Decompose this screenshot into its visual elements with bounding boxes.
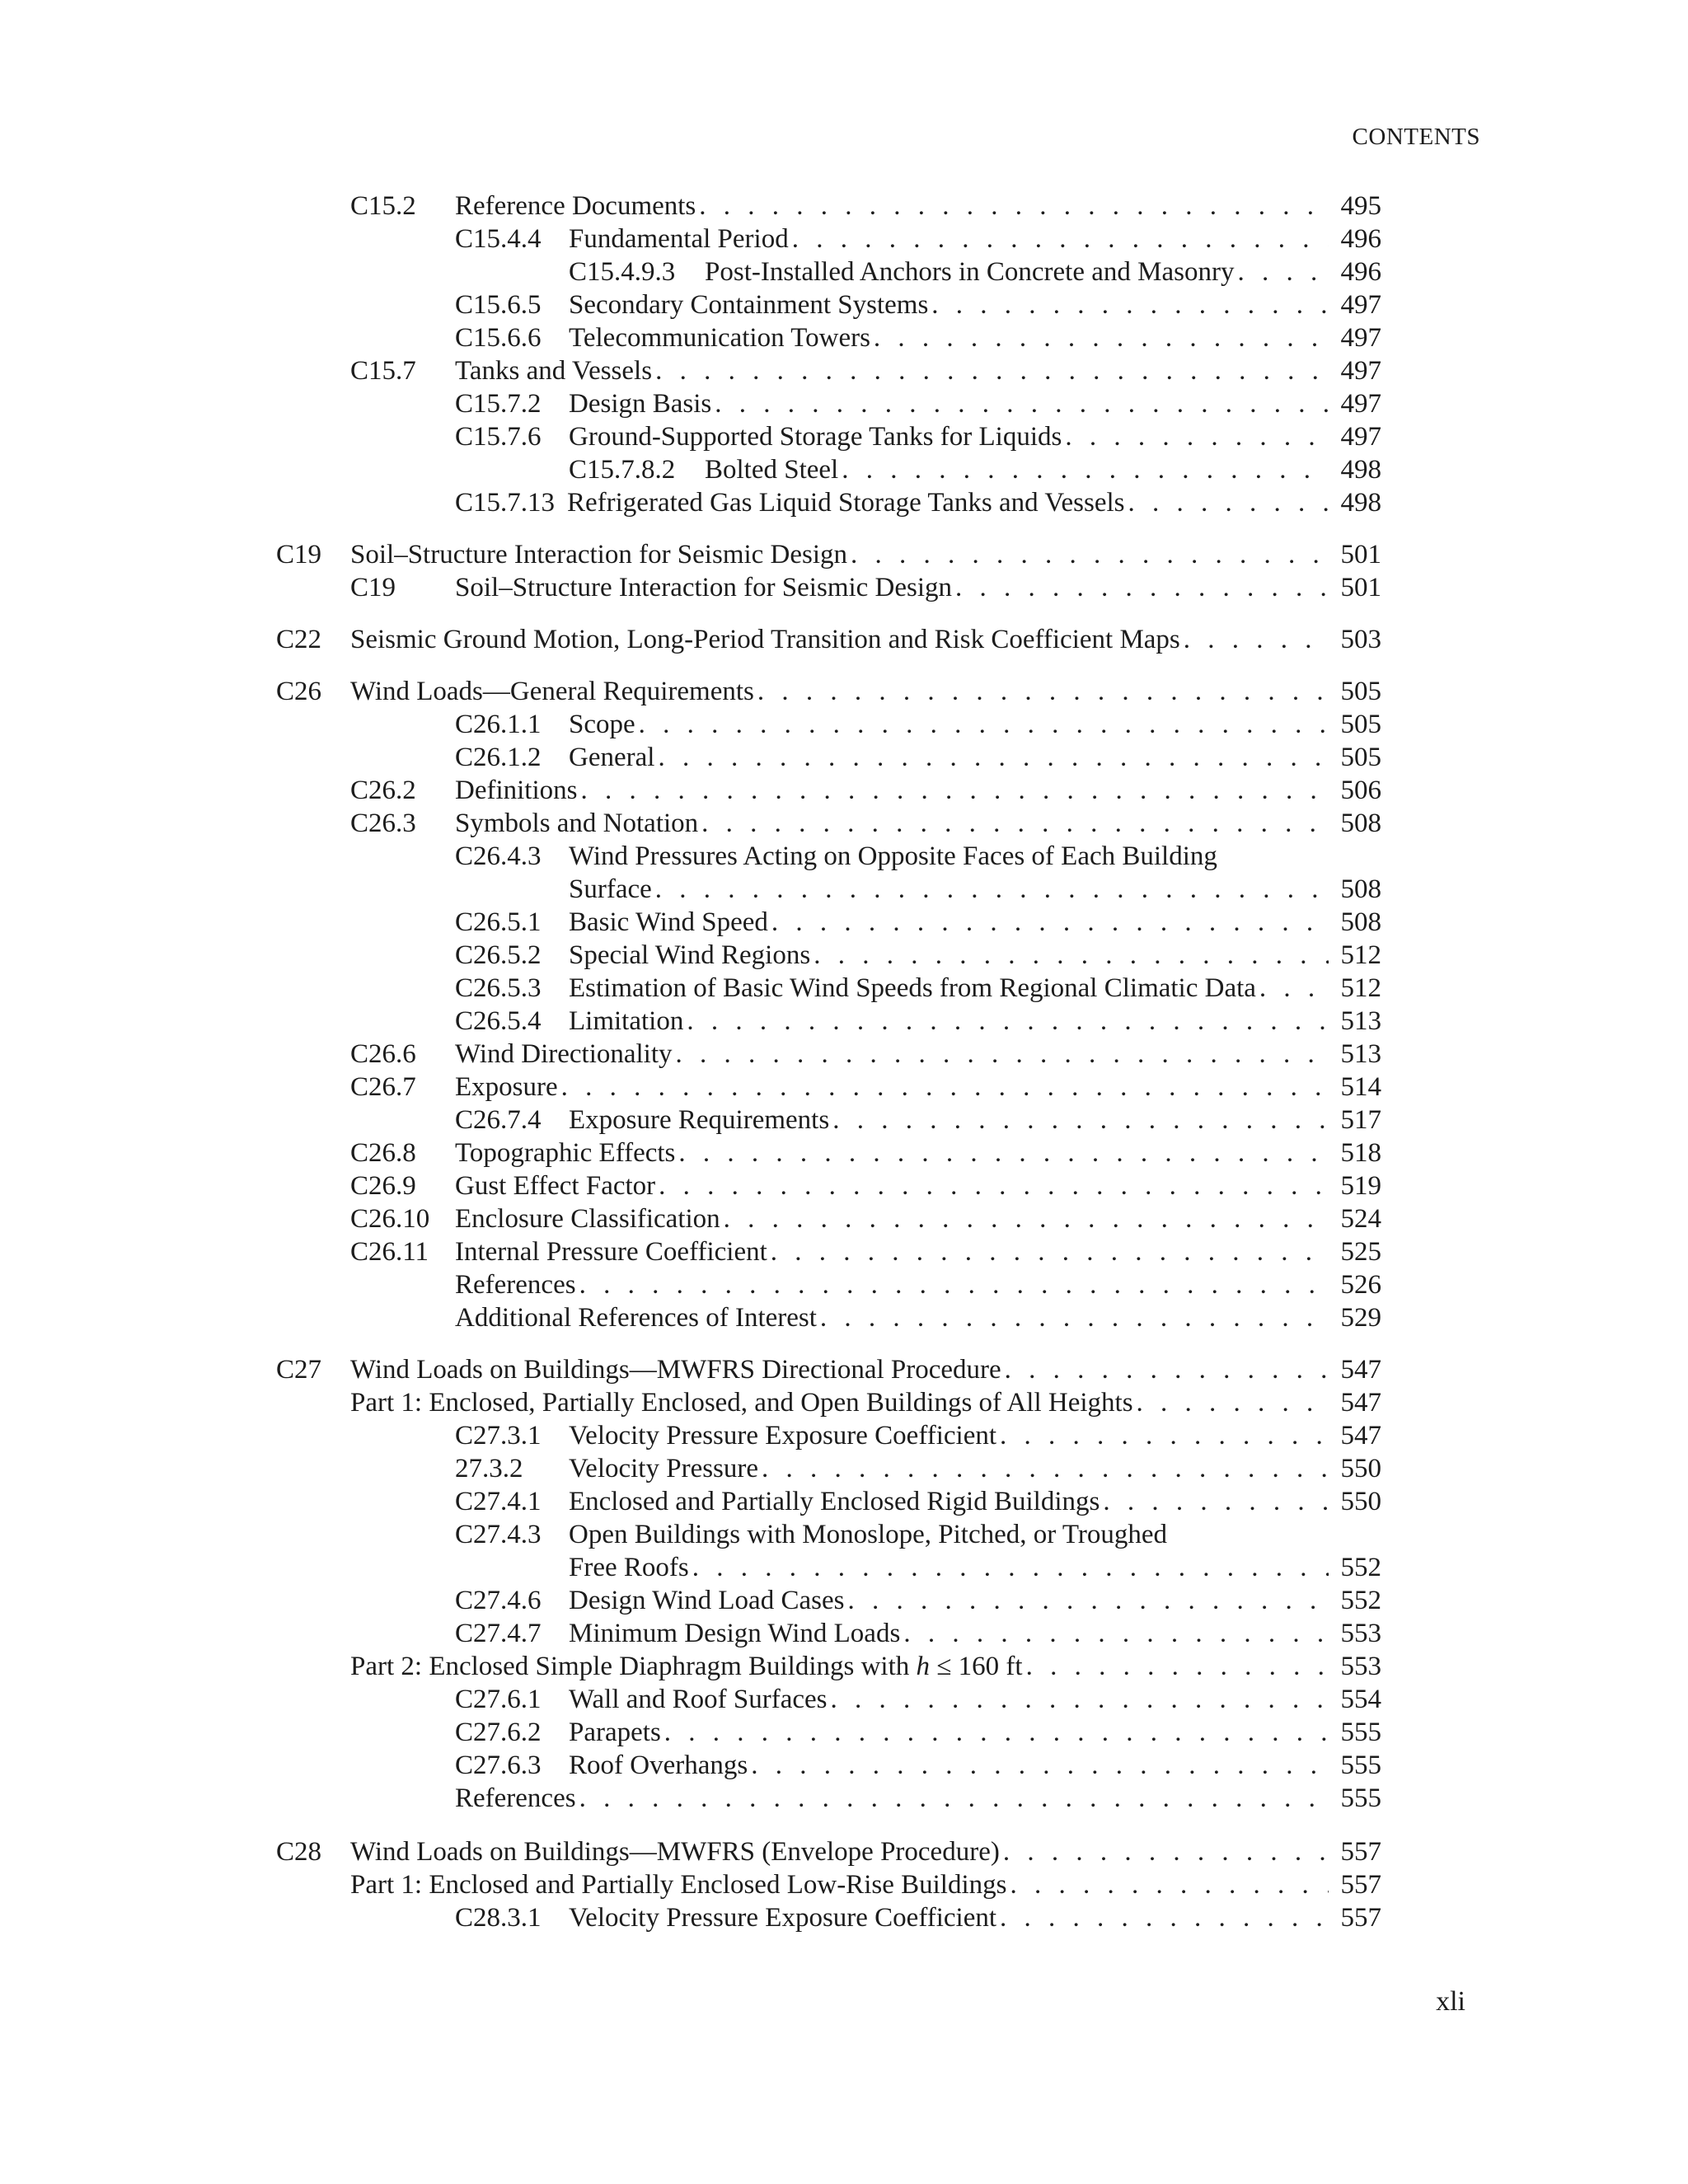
toc-entry-number: C27.6.1 [455, 1685, 542, 1714]
toc-entry-title: Refrigerated Gas Liquid Storage Tanks and Vessels [567, 488, 1125, 518]
toc-entry[interactable] [0, 223, 1688, 255]
toc-entry-title: General [569, 743, 655, 772]
toc-entry-page: 557 [1340, 1837, 1381, 1867]
toc-entry[interactable] [0, 1104, 1688, 1137]
toc-entry[interactable] [0, 840, 1688, 873]
toc-entry-title: Fundamental Period [569, 224, 789, 254]
dot-leader [715, 387, 1329, 420]
toc-entry-page: 508 [1340, 907, 1381, 937]
toc-entry[interactable] [0, 1301, 1688, 1334]
toc-entry-title: Surface [569, 874, 652, 904]
dot-leader [580, 774, 1329, 807]
toc-entry[interactable] [0, 873, 1688, 906]
dot-leader [903, 1617, 1329, 1650]
toc-entry-number: C27.6.3 [455, 1750, 542, 1780]
toc-entry[interactable] [0, 1485, 1688, 1518]
toc-entry[interactable] [0, 1419, 1688, 1452]
toc-entry-title: Tanks and Vessels [455, 356, 653, 386]
toc-entry-number: C26.5.1 [455, 907, 542, 937]
dot-leader [1065, 420, 1329, 453]
toc-entry-page: 501 [1340, 573, 1381, 602]
dot-leader [931, 288, 1329, 321]
toc-entry-number: C28 [276, 1837, 322, 1867]
toc-entry-number: 27.3.2 [455, 1454, 523, 1483]
dot-leader [676, 1038, 1329, 1071]
dot-leader [1010, 1868, 1329, 1901]
dot-leader [1005, 1353, 1329, 1386]
dot-leader [687, 1005, 1329, 1038]
dot-leader [762, 1452, 1329, 1485]
toc-entry-number: C26.7 [350, 1072, 416, 1102]
toc-entry-page: 519 [1340, 1171, 1381, 1201]
toc-entry-title: Reference Documents [455, 191, 696, 221]
toc-entry-number: C15.7.13 [455, 488, 556, 518]
running-header: CONTENTS [1352, 124, 1480, 150]
toc-entry-title: Enclosed and Partially Enclosed Rigid Buildings [569, 1487, 1100, 1516]
toc-entry-page: 505 [1340, 710, 1381, 739]
toc-entry-number: C15.7.6 [455, 422, 542, 452]
dot-leader [851, 538, 1329, 571]
toc-entry-title: Part 2: Enclosed Simple Diaphragm Buildings with h ≤ 160 ft [350, 1652, 1023, 1681]
toc-entry-number: C26.5.3 [455, 973, 542, 1003]
toc-entry-number: C26.8 [350, 1138, 416, 1168]
toc-entry-number: C22 [276, 625, 322, 654]
dot-leader [1000, 1419, 1329, 1452]
toc-entry-number: C26.5.2 [455, 940, 542, 970]
toc-entry-number: C15.7.2 [455, 389, 542, 419]
toc-entry[interactable] [0, 1452, 1688, 1485]
toc-entry[interactable] [0, 255, 1688, 288]
dot-leader [1026, 1650, 1329, 1683]
dot-leader [814, 939, 1329, 972]
dot-leader [792, 223, 1329, 255]
dot-leader [1137, 1386, 1329, 1419]
dot-leader [874, 321, 1329, 354]
toc-entry-title: References [455, 1270, 576, 1300]
toc-entry[interactable] [0, 420, 1688, 453]
toc-entry[interactable] [0, 1005, 1688, 1038]
toc-entry[interactable] [0, 1137, 1688, 1169]
toc-entry[interactable] [0, 1353, 1688, 1386]
toc-entry[interactable] [0, 1202, 1688, 1235]
toc-entry-page: 497 [1340, 290, 1381, 320]
toc-entry-page: 553 [1340, 1652, 1381, 1681]
toc-entry-number: C26 [276, 677, 322, 706]
dot-leader [771, 1235, 1329, 1268]
toc-entry-title: Exposure Requirements [569, 1105, 830, 1135]
toc-entry-title: Wind Loads on Buildings—MWFRS Directional Procedure [350, 1355, 1001, 1385]
toc-entry-page: 512 [1340, 973, 1381, 1003]
toc-entry-number: C26.5.4 [455, 1006, 542, 1036]
toc-entry-title: Secondary Containment Systems [569, 290, 929, 320]
toc-entry[interactable] [0, 1169, 1688, 1202]
toc-entry[interactable] [0, 1268, 1688, 1301]
dot-leader [639, 708, 1329, 741]
dot-leader [1128, 486, 1329, 519]
toc-entry-title: Bolted Steel [705, 455, 839, 485]
toc-entry-number: C26.4.3 [455, 841, 542, 871]
dot-leader [1259, 972, 1329, 1005]
toc-entry-title: Wind Directionality [455, 1039, 673, 1069]
toc-entry-title: Gust Effect Factor [455, 1171, 656, 1201]
toc-entry-number: C26.2 [350, 776, 416, 805]
toc-entry-title: Design Wind Load Cases [569, 1586, 845, 1615]
toc-entry-page: 513 [1340, 1006, 1381, 1036]
dot-leader [579, 1782, 1329, 1815]
toc-entry-page: 525 [1340, 1237, 1381, 1267]
toc-entry-title: Wall and Roof Surfaces [569, 1685, 828, 1714]
toc-entry-title: Part 1: Enclosed and Partially Enclosed Low-Rise Buildings [350, 1870, 1007, 1900]
dot-leader [820, 1301, 1329, 1334]
dot-leader [842, 453, 1329, 486]
toc-entry-number: C26.9 [350, 1171, 416, 1201]
dot-leader [692, 1551, 1329, 1584]
toc-entry-number: C27.4.1 [455, 1487, 542, 1516]
dot-leader [757, 675, 1329, 708]
toc-entry[interactable] [0, 1716, 1688, 1749]
toc-entry-title: Symbols and Notation [455, 808, 699, 838]
toc-entry[interactable] [0, 1551, 1688, 1584]
toc-entry-page: 547 [1340, 1355, 1381, 1385]
toc-entry[interactable] [0, 486, 1688, 519]
toc-entry[interactable] [0, 1617, 1688, 1650]
toc-entry-number: C27 [276, 1355, 322, 1385]
toc-entry-title: Wind Pressures Acting on Opposite Faces of Each Building [569, 841, 1217, 871]
toc-entry[interactable] [0, 1749, 1688, 1782]
toc-entry-title: Telecommunication Towers [569, 323, 870, 353]
toc-entry-title: Wind Loads—General Requirements [350, 677, 754, 706]
toc-entry-page: 547 [1340, 1421, 1381, 1451]
dot-leader [832, 1104, 1329, 1137]
dot-leader [771, 906, 1329, 939]
toc-entry-number: C19 [350, 573, 396, 602]
toc-entry[interactable] [0, 939, 1688, 972]
toc-entry-page: 513 [1340, 1039, 1381, 1069]
dot-leader [751, 1749, 1329, 1782]
toc-entry-page: 517 [1340, 1105, 1381, 1135]
toc-entry-title: Roof Overhangs [569, 1750, 748, 1780]
toc-entry[interactable] [0, 453, 1688, 486]
toc-entry-number: C26.1.1 [455, 710, 542, 739]
toc-entry-title: Open Buildings with Monoslope, Pitched, or Troughed [569, 1520, 1168, 1549]
toc-entry-page: 498 [1340, 488, 1381, 518]
toc-entry-title: Soil–Structure Interaction for Seismic Design [455, 573, 953, 602]
toc-entry-title: Seismic Ground Motion, Long-Period Transition and Risk Coefficient Maps [350, 625, 1180, 654]
toc-entry-number: C15.6.5 [455, 290, 542, 320]
toc-entry-title: Minimum Design Wind Loads [569, 1619, 901, 1648]
dot-leader [699, 190, 1329, 223]
toc-entry[interactable] [0, 288, 1688, 321]
toc-entry[interactable] [0, 774, 1688, 807]
toc-entry[interactable] [0, 321, 1688, 354]
toc-entry[interactable] [0, 1683, 1688, 1716]
toc-entry-title: Limitation [569, 1006, 684, 1036]
toc-entry-title: Part 1: Enclosed, Partially Enclosed, and Open Buildings of All Heights [350, 1388, 1133, 1418]
page-folio: xli [1436, 1986, 1465, 2017]
dot-leader [561, 1071, 1329, 1104]
toc-entry-page: 524 [1340, 1204, 1381, 1234]
dot-leader [655, 873, 1329, 906]
toc-entry-title: Estimation of Basic Wind Speeds from Regional Climatic Data [569, 973, 1256, 1003]
toc-entry[interactable] [0, 354, 1688, 387]
dot-leader [1237, 255, 1329, 288]
toc-entry-number: C27.4.3 [455, 1520, 542, 1549]
toc-entry[interactable] [0, 623, 1688, 656]
toc-entry[interactable] [0, 906, 1688, 939]
toc-entry-number: C15.4.9.3 [569, 257, 676, 287]
toc-entry-page: 550 [1340, 1454, 1381, 1483]
toc-entry-title: Enclosure Classification [455, 1204, 720, 1234]
toc-entry-title: Soil–Structure Interaction for Seismic Design [350, 540, 848, 569]
toc-entry[interactable] [0, 972, 1688, 1005]
toc-entry-number: C26.1.2 [455, 743, 542, 772]
toc-entry-title: Special Wind Regions [569, 940, 811, 970]
toc-entry-page: 552 [1340, 1586, 1381, 1615]
toc-entry-page: 501 [1340, 540, 1381, 569]
toc-entry-title: Basic Wind Speed [569, 907, 768, 937]
dot-leader [847, 1584, 1329, 1617]
toc-entry-title: Internal Pressure Coefficient [455, 1237, 767, 1267]
toc-entry-page: 495 [1340, 191, 1381, 221]
toc-entry-title: Additional References of Interest [455, 1303, 817, 1333]
dot-leader [1184, 623, 1329, 656]
toc-entry-title: Ground-Supported Storage Tanks for Liquids [569, 422, 1062, 452]
toc-entry[interactable] [0, 1835, 1688, 1868]
toc-entry[interactable] [0, 1868, 1688, 1901]
toc-entry-page: 555 [1340, 1783, 1381, 1813]
toc-entry-page: 557 [1340, 1903, 1381, 1933]
toc-entry-page: 506 [1340, 776, 1381, 805]
toc-entry-title: Scope [569, 710, 635, 739]
toc-entry-page: 553 [1340, 1619, 1381, 1648]
toc-entry[interactable] [0, 190, 1688, 223]
toc-entry-page: 526 [1340, 1270, 1381, 1300]
toc-entry-page: 552 [1340, 1553, 1381, 1582]
toc-entry-number: C26.6 [350, 1039, 416, 1069]
dot-leader [678, 1137, 1329, 1169]
dot-leader [955, 571, 1329, 604]
toc-entry-title: References [455, 1783, 576, 1813]
toc-entry[interactable] [0, 675, 1688, 708]
toc-entry-number: C27.4.7 [455, 1619, 542, 1648]
toc-entry[interactable] [0, 1584, 1688, 1617]
toc-entry-page: 508 [1340, 874, 1381, 904]
toc-entry-number: C15.7.8.2 [569, 455, 676, 485]
toc-entry-number: C15.7 [350, 356, 416, 386]
dot-leader [659, 1169, 1329, 1202]
toc-entry-page: 497 [1340, 422, 1381, 452]
dot-leader [831, 1683, 1329, 1716]
toc-entry-page: 497 [1340, 389, 1381, 419]
toc-entry[interactable] [0, 708, 1688, 741]
toc-entry[interactable] [0, 1071, 1688, 1104]
toc-entry-number: C27.3.1 [455, 1421, 542, 1451]
toc-entry-page: 497 [1340, 356, 1381, 386]
toc-entry-page: 505 [1340, 743, 1381, 772]
dot-leader [701, 807, 1329, 840]
toc-entry-page: 555 [1340, 1750, 1381, 1780]
toc-entry-page: 514 [1340, 1072, 1381, 1102]
toc-entry-title: Velocity Pressure Exposure Coefficient [569, 1421, 997, 1451]
dot-leader [724, 1202, 1329, 1235]
toc-entry-number: C27.6.2 [455, 1718, 542, 1747]
toc-entry[interactable] [0, 1518, 1688, 1551]
toc-entry-number: C27.4.6 [455, 1586, 542, 1615]
toc-entry-title: Free Roofs [569, 1553, 689, 1582]
dot-leader [655, 354, 1329, 387]
toc-entry[interactable] [0, 807, 1688, 840]
toc-entry-number: C15.2 [350, 191, 416, 221]
toc-entry-title: Parapets [569, 1718, 661, 1747]
toc-entry-number: C15.6.6 [455, 323, 542, 353]
toc-entry[interactable] [0, 1650, 1688, 1683]
toc-entry[interactable] [0, 387, 1688, 420]
toc-entry-number: C26.11 [350, 1237, 429, 1267]
toc-entry[interactable] [0, 1782, 1688, 1815]
toc-entry-page: 496 [1340, 257, 1381, 287]
toc-entry-number: C19 [276, 540, 322, 569]
toc-entry-title: Topographic Effects [455, 1138, 676, 1168]
toc-entry-page: 518 [1340, 1138, 1381, 1168]
dot-leader [664, 1716, 1329, 1749]
toc-entry-page: 557 [1340, 1870, 1381, 1900]
toc-entry[interactable] [0, 571, 1688, 604]
toc-entry-title: Definitions [455, 776, 578, 805]
toc-entry-page: 508 [1340, 808, 1381, 838]
toc-entry-number: C15.4.4 [455, 224, 542, 254]
toc-entry[interactable] [0, 1386, 1688, 1419]
toc-entry-page: 498 [1340, 455, 1381, 485]
toc-entry-title: Velocity Pressure Exposure Coefficient [569, 1903, 997, 1933]
toc-entry-page: 554 [1340, 1685, 1381, 1714]
toc-entry-page: 505 [1340, 677, 1381, 706]
toc-entry[interactable] [0, 1235, 1688, 1268]
toc-entry-page: 512 [1340, 940, 1381, 970]
toc-entry-title: Post-Installed Anchors in Concrete and Masonry [705, 257, 1235, 287]
toc-entry-number: C28.3.1 [455, 1903, 542, 1933]
toc-entry[interactable] [0, 1901, 1688, 1934]
toc-entry-page: 503 [1340, 625, 1381, 654]
toc-entry-title: Wind Loads on Buildings—MWFRS (Envelope Procedure) [350, 1837, 1000, 1867]
toc-entry-page: 497 [1340, 323, 1381, 353]
dot-leader [1103, 1485, 1329, 1518]
toc-entry-page: 529 [1340, 1303, 1381, 1333]
toc-entry-number: C26.10 [350, 1204, 430, 1234]
toc-entry-page: 496 [1340, 224, 1381, 254]
toc-entry-number: C26.7.4 [455, 1105, 542, 1135]
dot-leader [658, 741, 1329, 774]
toc-entry-title: Velocity Pressure [569, 1454, 759, 1483]
toc-entry-title: Exposure [455, 1072, 558, 1102]
toc-entry-page: 555 [1340, 1718, 1381, 1747]
toc-entry-page: 550 [1340, 1487, 1381, 1516]
toc-entry[interactable] [0, 538, 1688, 571]
dot-leader [1003, 1835, 1329, 1868]
dot-leader [579, 1268, 1329, 1301]
toc-entry-page: 547 [1340, 1388, 1381, 1418]
toc-entry[interactable] [0, 741, 1688, 774]
dot-leader [1000, 1901, 1329, 1934]
toc-entry[interactable] [0, 1038, 1688, 1071]
toc-entry-title: Design Basis [569, 389, 712, 419]
toc-entry-number: C26.3 [350, 808, 416, 838]
